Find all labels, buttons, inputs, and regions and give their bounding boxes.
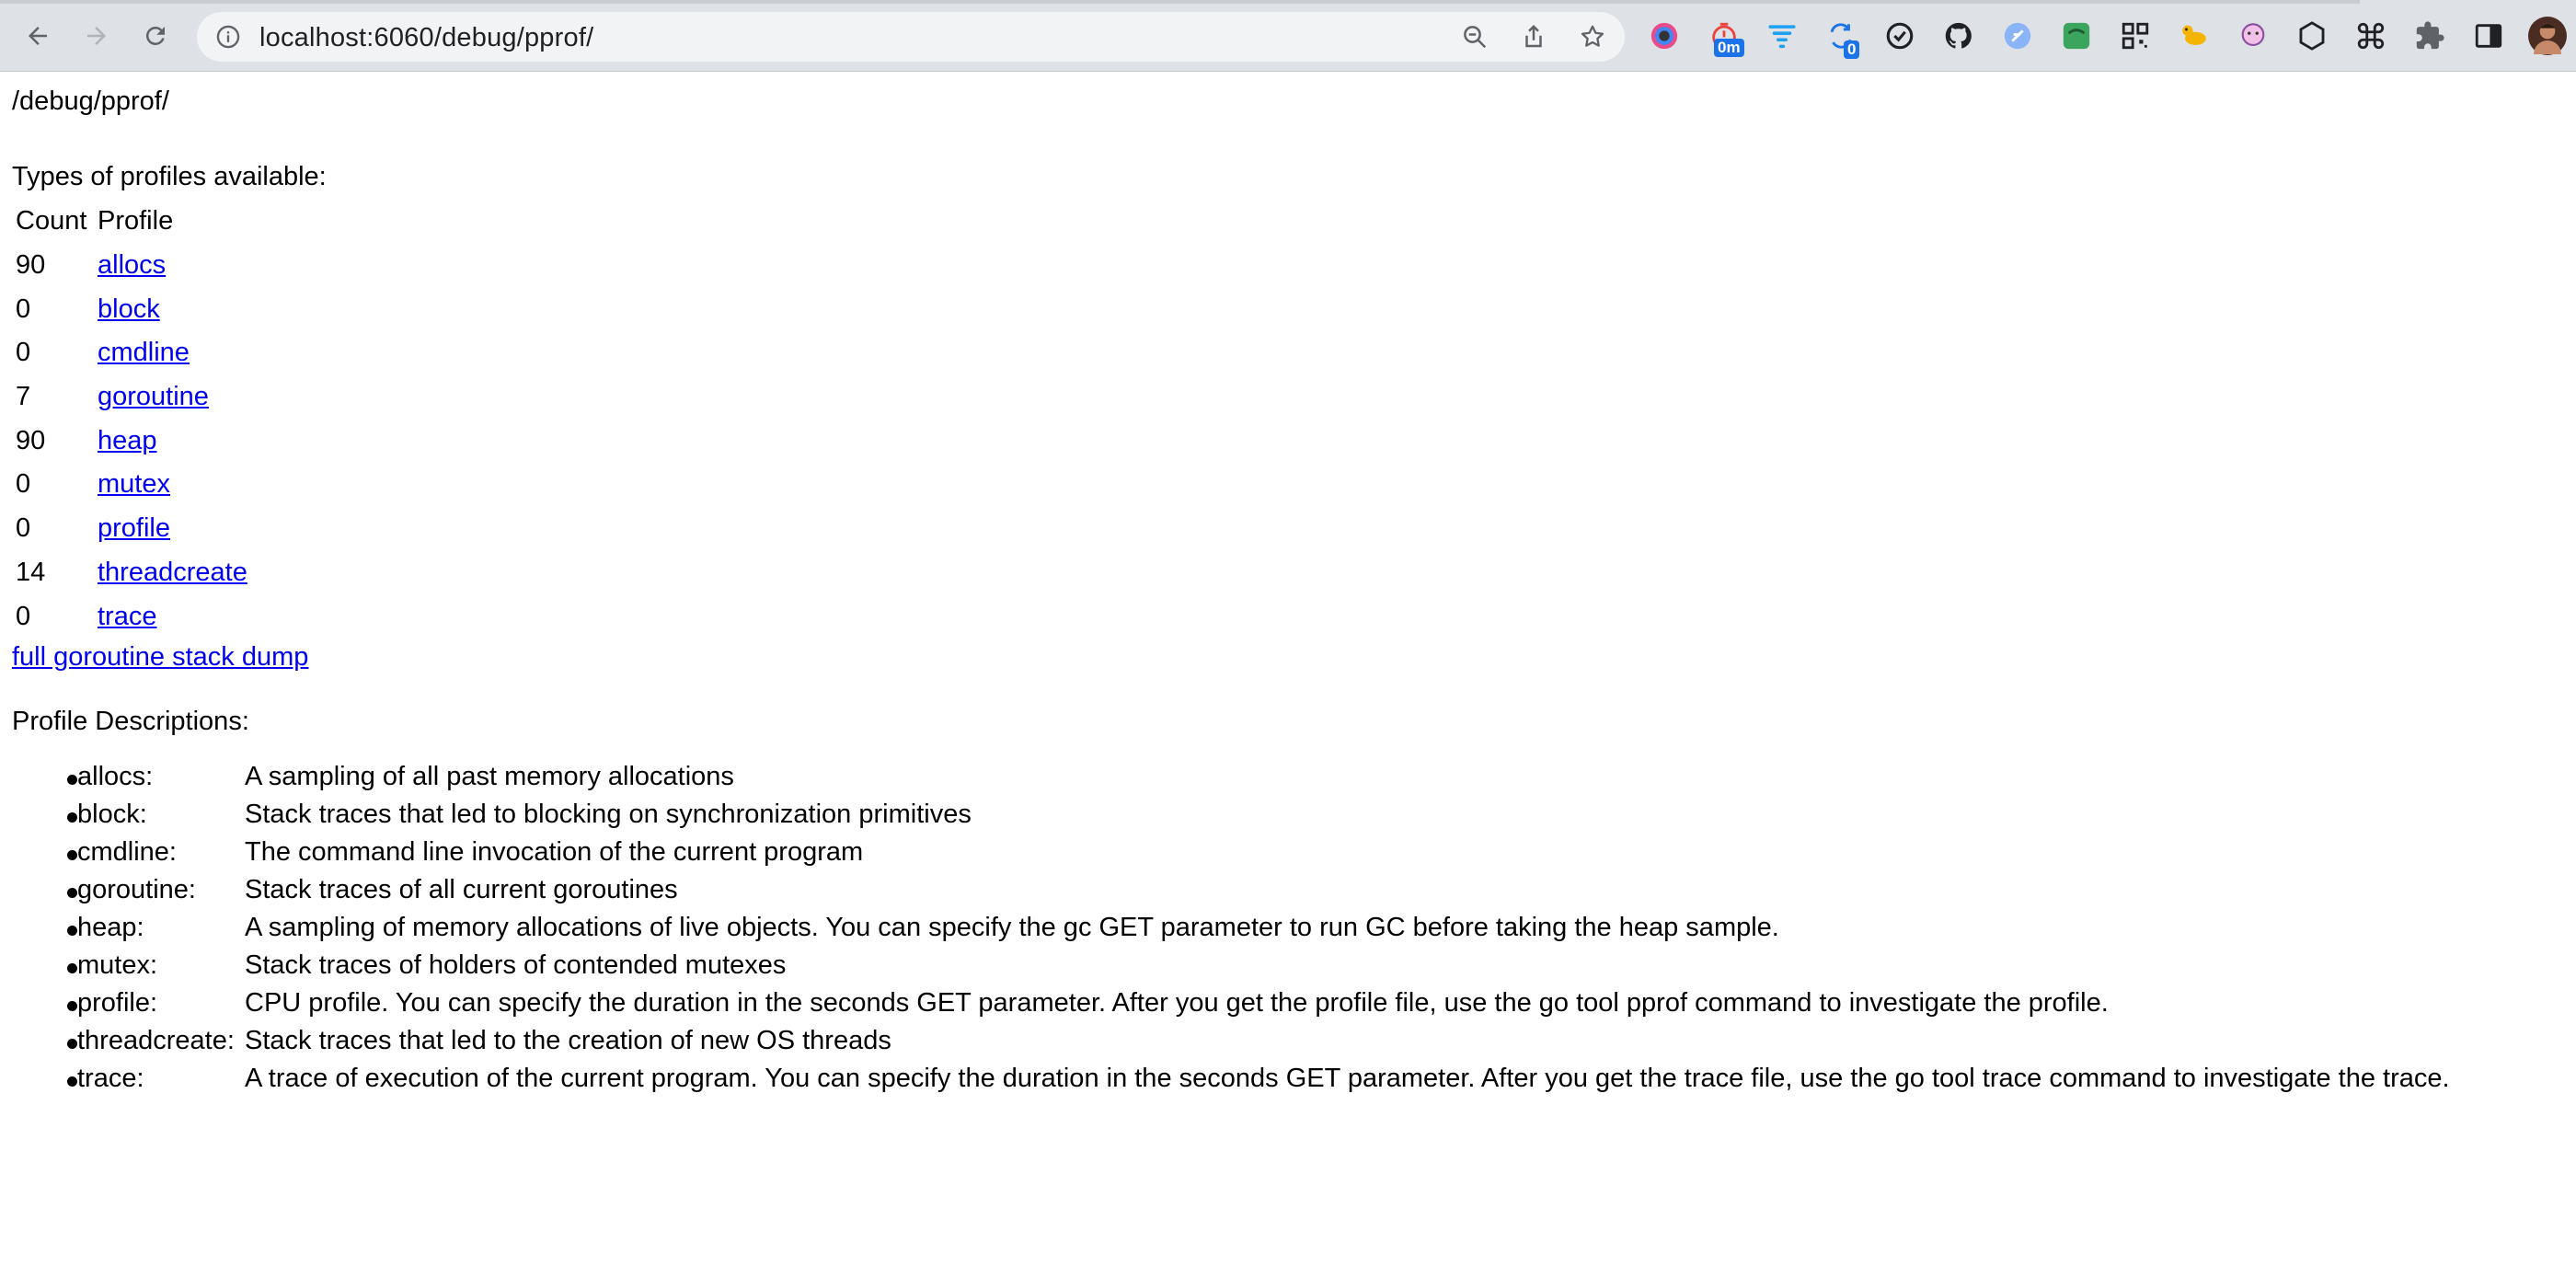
hexagon-ext-icon[interactable] — [2294, 18, 2329, 53]
qr-code-ext-icon[interactable] — [2118, 18, 2153, 53]
description-name: trace: — [77, 1064, 144, 1093]
github-ext-icon[interactable] — [1941, 18, 1976, 53]
reload-icon — [142, 22, 169, 50]
description-text: CPU profile. You can specify the duration in the seconds GET parameter. After you get the profile file, use the go tool pprof command to investigate the profile. — [245, 988, 2109, 1018]
bullet-icon — [67, 1001, 77, 1011]
page-content — [0, 72, 2576, 1266]
profile-count: 0 — [16, 293, 31, 324]
profile-link-heap[interactable]: heap — [98, 425, 157, 455]
browser-toolbar — [0, 0, 2576, 72]
profile-count: 14 — [16, 557, 46, 587]
profiles-table — [12, 200, 247, 639]
profile-count: 0 — [16, 513, 31, 544]
profile-link-goroutine[interactable]: goroutine — [98, 382, 209, 412]
profile-link-mutex[interactable]: mutex — [98, 469, 170, 500]
description-name: allocs: — [77, 762, 154, 791]
sidebar-icon[interactable] — [2471, 18, 2506, 53]
tab-strip-edge — [0, 0, 2360, 4]
timer-badge: 0m — [1714, 39, 1744, 57]
description-name: block: — [77, 800, 147, 829]
profile-link-trace[interactable]: trace — [98, 601, 157, 631]
table-row — [12, 375, 247, 420]
check-circle-ext-icon[interactable] — [1882, 18, 1917, 53]
types-heading: Types of profiles available: — [12, 162, 327, 191]
feather-ext-icon[interactable] — [2000, 18, 2035, 53]
timer-ext-icon[interactable] — [1707, 18, 1742, 56]
description-text: A trace of execution of the current program. You can specify the duration in the seconds GET parameter. After you get the trace file, use the go tool trace command to investigate the trace. — [245, 1064, 2450, 1093]
bookmark-star-icon[interactable] — [1579, 23, 1606, 51]
sync-ext-icon[interactable] — [1823, 18, 1858, 58]
profile-count: 90 — [16, 250, 46, 281]
avatar[interactable] — [2528, 17, 2567, 55]
share-icon[interactable] — [1520, 23, 1547, 51]
description-text: Stack traces that led to blocking on synchronization primitives — [245, 800, 972, 829]
count-header: Count — [16, 206, 87, 236]
description-text: The command line invocation of the current program — [245, 837, 864, 867]
description-name: threadcreate: — [77, 1026, 235, 1055]
description-name: cmdline: — [77, 837, 177, 867]
description-text: A sampling of all past memory allocations — [245, 762, 734, 791]
reload-button[interactable] — [134, 15, 177, 57]
bullet-icon — [67, 850, 77, 860]
table-row — [12, 463, 247, 507]
full-goroutine-dump-link[interactable]: full goroutine stack dump — [12, 642, 309, 672]
table-header-row — [12, 200, 247, 244]
table-row — [12, 419, 247, 463]
green-app-ext-icon[interactable] — [2059, 18, 2094, 53]
description-text: Stack traces of holders of contended mutexes — [245, 950, 787, 980]
bullet-icon — [67, 926, 77, 936]
table-row — [12, 287, 247, 331]
table-row — [12, 507, 247, 551]
profile-link-block[interactable]: block — [98, 293, 160, 324]
page-title: /debug/pprof/ — [12, 86, 169, 116]
bullet-icon — [67, 1039, 77, 1049]
profile-count: 7 — [16, 382, 31, 412]
bullet-icon — [67, 963, 77, 973]
bullet-icon — [67, 812, 77, 823]
profile-link-allocs[interactable]: allocs — [98, 250, 167, 281]
description-text: A sampling of memory allocations of live objects. You can specify the gc GET parameter to run GC before taking the heap sample. — [245, 913, 1779, 942]
profile-count: 0 — [16, 338, 31, 368]
description-name: goroutine: — [77, 875, 196, 904]
description-name: profile: — [77, 988, 158, 1018]
sync-badge: 0 — [1844, 40, 1859, 59]
profile-link-cmdline[interactable]: cmdline — [98, 338, 190, 368]
puzzle-icon[interactable] — [2412, 18, 2447, 53]
filter-ext-icon[interactable] — [1765, 18, 1800, 53]
table-row — [12, 244, 247, 288]
octopus-ext-icon[interactable] — [2236, 18, 2271, 53]
profile-header: Profile — [98, 206, 174, 236]
profile-link-profile[interactable]: profile — [98, 513, 170, 544]
table-row — [12, 331, 247, 375]
command-ext-icon[interactable] — [2353, 18, 2388, 53]
forward-button[interactable] — [75, 15, 118, 57]
profile-count: 0 — [16, 469, 31, 500]
bullet-icon — [67, 1076, 77, 1087]
color-picker-ext-icon[interactable] — [1647, 18, 1682, 53]
arrow-left-icon — [24, 22, 52, 50]
profile-link-threadcreate[interactable]: threadcreate — [98, 557, 247, 587]
profile-count: 90 — [16, 425, 46, 455]
info-icon[interactable] — [215, 24, 241, 50]
arrow-right-icon — [83, 22, 110, 50]
description-text: Stack traces that led to the creation of new OS threads — [245, 1026, 891, 1055]
table-row — [12, 551, 247, 595]
bullet-icon — [67, 775, 77, 785]
description-name: mutex: — [77, 950, 158, 980]
url-text[interactable]: localhost:6060/debug/pprof/ — [259, 23, 594, 52]
table-row — [12, 594, 247, 639]
description-name: heap: — [77, 913, 144, 942]
descriptions-heading: Profile Descriptions: — [12, 707, 249, 736]
back-button[interactable] — [17, 15, 59, 57]
description-text: Stack traces of all current goroutines — [245, 875, 678, 904]
profile-count: 0 — [16, 601, 31, 631]
bullet-icon — [67, 888, 77, 898]
dog-ext-icon[interactable] — [2177, 18, 2212, 53]
address-bar[interactable] — [197, 12, 1625, 62]
zoom-out-icon[interactable] — [1461, 23, 1489, 51]
